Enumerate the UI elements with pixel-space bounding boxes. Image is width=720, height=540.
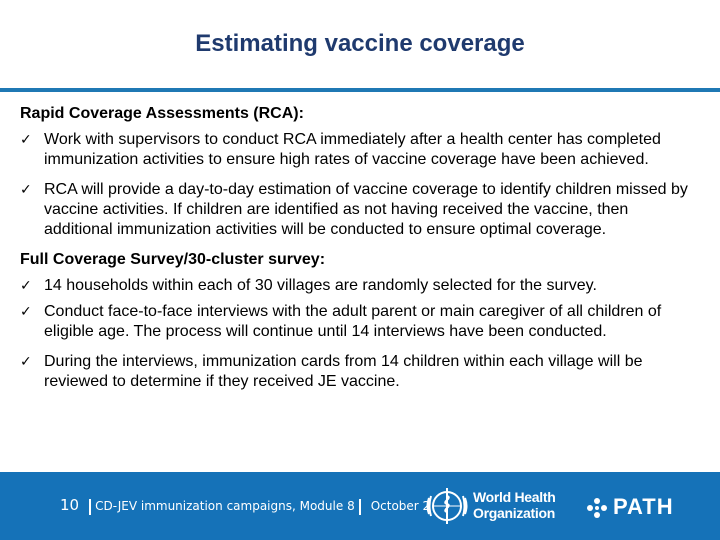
page-number: 10 <box>60 496 80 514</box>
list-item-text: During the interviews, immunization cards from 14 children within each village will be reviewed to determine if they received JE vaccine. <box>44 353 643 390</box>
who-name-line2: Organization <box>473 505 555 521</box>
path-logo <box>585 494 674 520</box>
rca-list <box>20 130 700 240</box>
slide-body <box>20 104 700 398</box>
module-title: CD-JEV immunization campaigns, Module 8 <box>95 499 355 513</box>
survey-list <box>20 276 700 392</box>
footer-date: October 2 <box>370 499 431 513</box>
list-item <box>20 352 700 392</box>
list-item-text: RCA will provide a day-to-day estimation of vaccine coverage to identify children missed by vaccine activities. If children are identified as not having received the vaccine, then additional immunization activities will be conducted to ensure optimal coverage. <box>44 181 688 238</box>
title-divider <box>0 88 720 92</box>
list-item-text: Conduct face-to-face interviews with the adult parent or main caregiver of all children of eligible age. The process will continue until 14 interviews have been conducted. <box>44 303 662 340</box>
footer-separator <box>89 499 91 515</box>
who-emblem-icon <box>425 484 469 528</box>
check-icon: ✓ <box>20 304 32 320</box>
who-wordmark <box>473 489 555 521</box>
list-item <box>20 130 700 170</box>
footer-caption <box>60 496 430 515</box>
footer-bar <box>0 472 720 540</box>
path-wordmark: PATH <box>613 494 674 519</box>
path-emblem-icon <box>585 496 609 520</box>
who-logo <box>425 484 585 528</box>
check-icon: ✓ <box>20 278 32 294</box>
list-item <box>20 180 700 240</box>
footer-separator <box>359 499 361 515</box>
list-item <box>20 276 700 296</box>
check-icon: ✓ <box>20 354 32 370</box>
list-item-text: 14 households within each of 30 villages are randomly selected for the survey. <box>44 277 597 294</box>
check-icon: ✓ <box>20 182 32 198</box>
slide-title: Estimating vaccine coverage <box>195 30 525 57</box>
who-name-line1: World Health <box>473 489 556 505</box>
list-item <box>20 302 700 342</box>
list-item-text: Work with supervisors to conduct RCA immediately after a health center has completed immunization activities to ensure high rates of vaccine coverage have been achieved. <box>44 131 661 168</box>
section-heading-survey: Full Coverage Survey/30-cluster survey: <box>20 251 326 268</box>
section-heading-rca: Rapid Coverage Assessments (RCA): <box>20 105 304 122</box>
check-icon: ✓ <box>20 132 32 148</box>
